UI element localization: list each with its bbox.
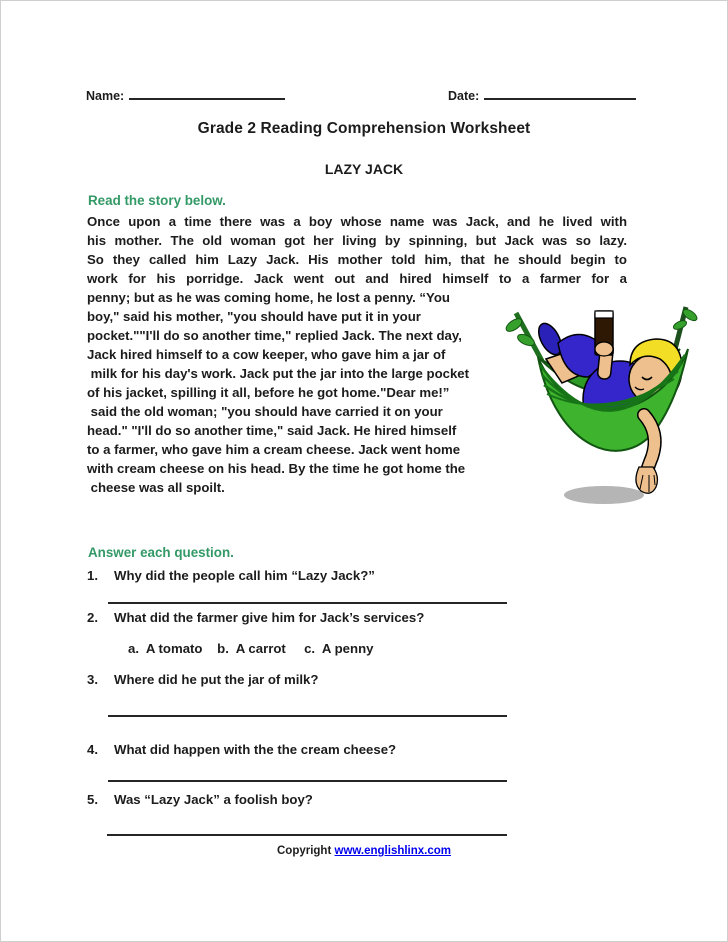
- question-text: Where did he put the jar of milk?: [114, 672, 319, 687]
- question-number: 4.: [87, 742, 98, 757]
- story-line: pocket.""I'll do so another time," replied Jack. The next day,: [87, 328, 462, 343]
- question-text: What did the farmer give him for Jack’s services?: [114, 610, 425, 625]
- question-2: [87, 610, 627, 625]
- story-line: Once upon a time there was a boy whose name was Jack, and he lived with: [87, 214, 627, 229]
- story-line: penny; but as he was coming home, he lost a penny. “You: [87, 290, 450, 305]
- date-label: Date:: [448, 89, 480, 103]
- answer-blank-line: [108, 602, 507, 604]
- question-text: What did happen with the the cream cheese?: [114, 742, 397, 757]
- date-blank-line: [484, 87, 636, 100]
- answer-questions-heading: Answer each question.: [88, 545, 234, 560]
- boy-in-hammock-illustration: [504, 299, 728, 511]
- story-line: boy," said his mother, "you should have put it in your: [87, 309, 421, 324]
- name-blank-line: [129, 87, 285, 100]
- story-line: head." "I'll do so another time," said Jack. He hired himself: [87, 423, 457, 438]
- question-1: [87, 568, 627, 583]
- read-story-heading: Read the story below.: [88, 193, 226, 208]
- story-line: his mother. The old woman got her living by spinning, but Jack was so lazy.: [87, 233, 627, 248]
- name-label: Name:: [86, 89, 125, 103]
- story-line: to a farmer, who gave him a cream cheese. Jack went home: [87, 442, 461, 457]
- question-number: 1.: [87, 568, 98, 583]
- question-3: [87, 672, 627, 687]
- question-number: 2.: [87, 610, 98, 625]
- footer: [1, 845, 727, 857]
- question-text: Why did the people call him “Lazy Jack?”: [114, 568, 375, 583]
- question-4: [87, 742, 627, 757]
- date-field-group: [448, 87, 636, 105]
- question-2-options: a. A tomato b. A carrot c. A penny: [128, 641, 374, 656]
- answer-blank-line: [108, 780, 507, 782]
- story-line: cheese was all spoilt.: [87, 480, 225, 495]
- story-line: with cream cheese on his head. By the time he got home the: [87, 461, 466, 476]
- story-line: So they called him Lazy Jack. His mother told him, that he should begin to: [87, 252, 627, 267]
- story-line: work for his porridge. Jack went out and hired himself to a farmer for a: [87, 271, 627, 286]
- question-number: 3.: [87, 672, 98, 687]
- name-field-group: [86, 87, 285, 105]
- question-5: [87, 792, 627, 807]
- englishlinx-link[interactable]: www.englishlinx.com: [334, 845, 452, 857]
- question-text: Was “Lazy Jack” a foolish boy?: [114, 792, 313, 807]
- story-line: said the old woman; "you should have carried it on your: [87, 404, 443, 419]
- answer-blank-line: [107, 834, 507, 836]
- ground-shadow: [564, 486, 644, 504]
- story-title: LAZY JACK: [324, 161, 404, 177]
- copyright-label: Copyright: [276, 845, 332, 857]
- answer-blank-line: [108, 715, 507, 717]
- page-title: Grade 2 Reading Comprehension Worksheet: [197, 120, 531, 137]
- story-line: milk for his day's work. Jack put the jar into the large pocket: [87, 366, 470, 381]
- story-line: of his jacket, spilling it all, before he got home."Dear me!”: [87, 385, 450, 400]
- question-number: 5.: [87, 792, 98, 807]
- story-line: Jack hired himself to a cow keeper, who gave him a jar of: [87, 347, 446, 362]
